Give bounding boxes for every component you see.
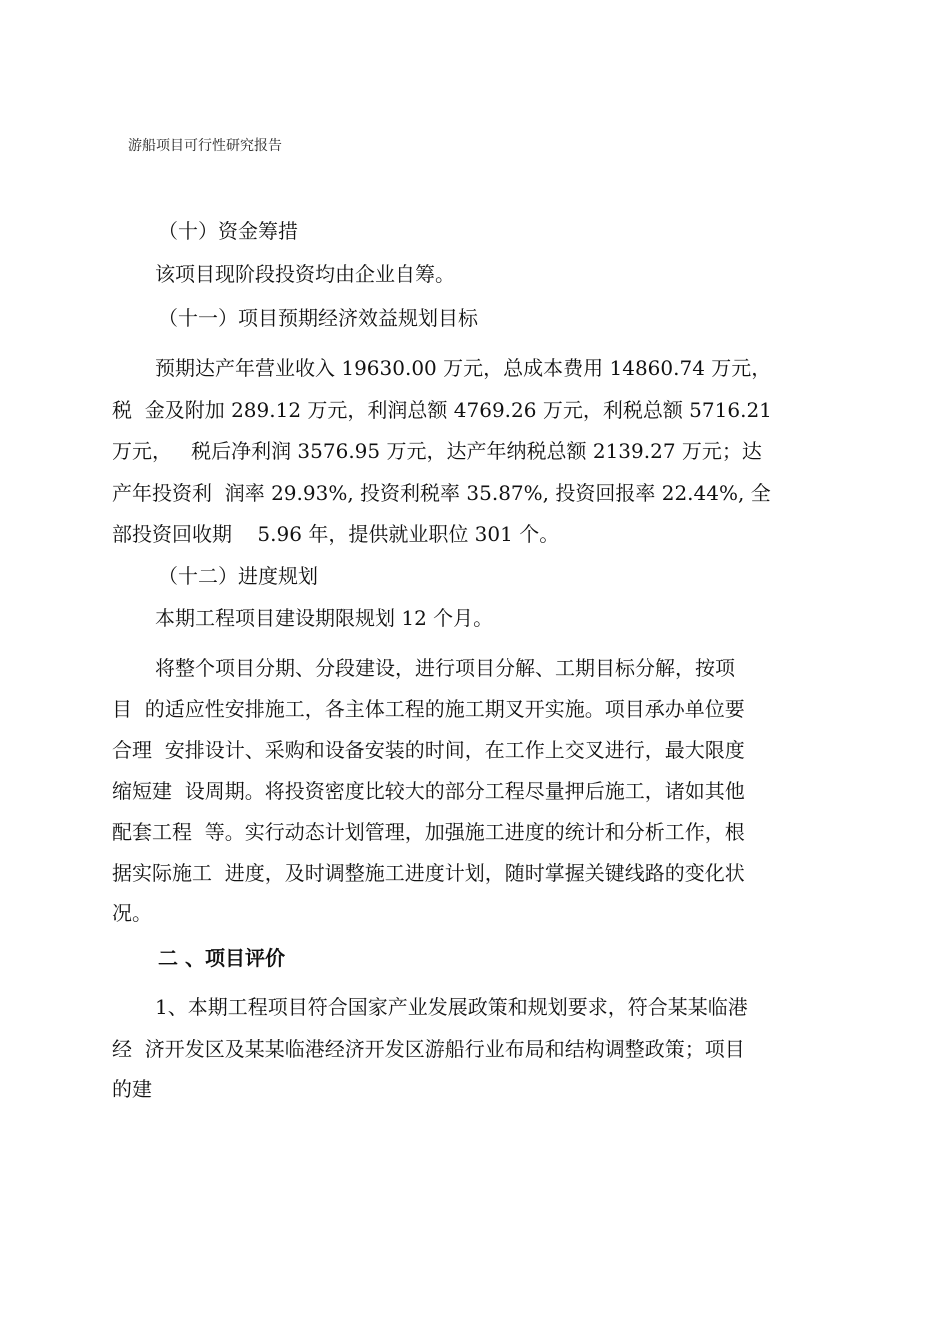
section-heading-evaluation: 二 、项目评价 (158, 946, 285, 970)
schedule-paragraph-line: 目 的适应性安排施工，各主体工程的施工期叉开实施。项目承办单位要 (112, 697, 745, 721)
section-heading-funding: （十）资金筹措 (158, 219, 298, 243)
benefits-paragraph-line: 万元， 税后净利润 3576.95 万元，达产年纳税总额 2139.27 万元；达 (112, 439, 762, 463)
schedule-paragraph-line: 合理 安排设计、采购和设备安装的时间，在工作上交叉进行，最大限度 (112, 738, 745, 762)
evaluation-paragraph-line: 的建 (112, 1077, 152, 1101)
schedule-paragraph-line: 据实际施工 进度，及时调整施工进度计划，随时掌握关键线路的变化状 (112, 861, 745, 885)
schedule-paragraph-line: 配套工程 等。实行动态计划管理，加强施工进度的统计和分析工作，根 (112, 820, 745, 844)
schedule-paragraph-line: 缩短建 设周期。将投资密度比较大的部分工程尽量押后施工，诸如其他 (112, 779, 745, 803)
benefits-paragraph-line: 税 金及附加 289.12 万元，利润总额 4769.26 万元，利税总额 5716.21 (112, 398, 772, 422)
benefits-paragraph-line: 部投资回收期 5.96 年，提供就业职位 301 个。 (112, 522, 560, 546)
evaluation-paragraph-line: 经 济开发区及某某临港经济开发区游船行业布局和结构调整政策；项目 (112, 1037, 745, 1061)
schedule-paragraph-line: 况。 (112, 901, 152, 925)
benefits-paragraph-line: 产年投资利 润率 29.93%, 投资利税率 35.87%, 投资回报率 22.44%, 全 (112, 481, 771, 505)
benefits-paragraph-line: 预期达产年营业收入 19630.00 万元，总成本费用 14860.74 万元， (155, 356, 772, 380)
section-heading-schedule: （十二）进度规划 (158, 564, 318, 588)
evaluation-paragraph-line: 1、本期工程项目符合国家产业发展政策和规划要求，符合某某临港 (155, 995, 748, 1019)
schedule-paragraph-line: 将整个项目分期、分段建设，进行项目分解、工期目标分解，按项 (155, 656, 735, 680)
funding-paragraph: 该项目现阶段投资均由企业自筹。 (155, 262, 455, 286)
schedule-duration-paragraph: 本期工程项目建设期限规划 12 个月。 (155, 606, 494, 630)
section-heading-benefits: （十一）项目预期经济效益规划目标 (158, 306, 478, 330)
running-header: 游船项目可行性研究报告 (128, 138, 282, 154)
